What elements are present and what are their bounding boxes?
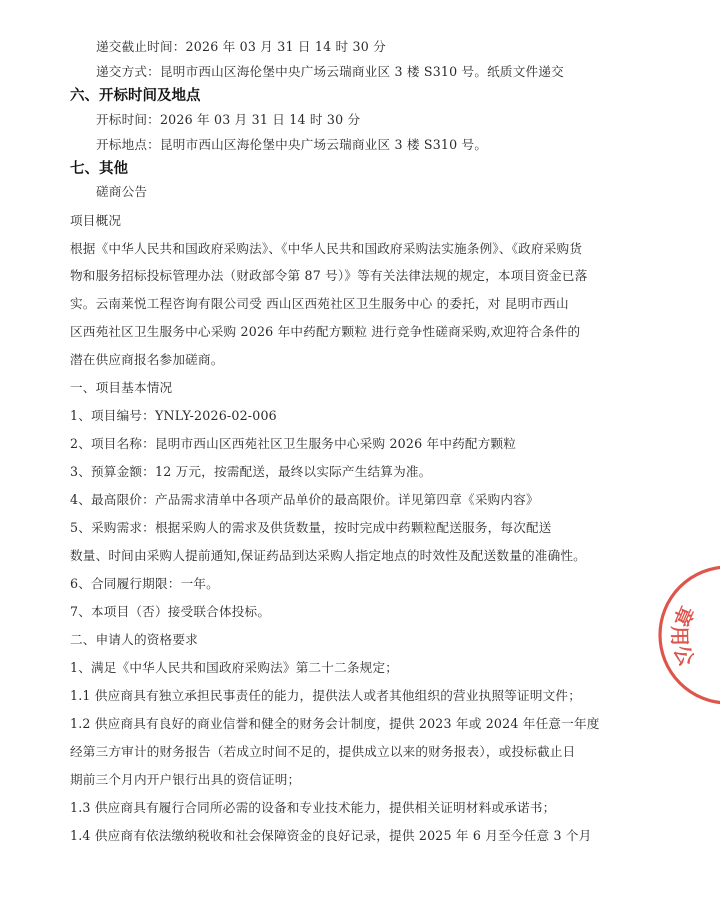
overview-line: 根据《中华人民共和国政府采购法》、《中华人民共和国政府采购法实施条例》、《政府采购货	[70, 241, 583, 256]
overview-line: 潜在供应商报名参加磋商。	[70, 352, 224, 367]
qualification-1-4: 1.4 供应商有依法缴纳税收和社会保障资金的良好记录，提供 2025 年 6 月至今任意 3 个月	[70, 828, 592, 843]
seal-character: 用	[667, 625, 692, 647]
project-number: 1、项目编号：YNLY-2026-02-006	[70, 408, 277, 423]
qualification-1: 1、满足《中华人民共和国政府采购法》第二十二条规定；	[70, 660, 399, 675]
opening-time: 开标时间：2026 年 03 月 31 日 14 时 30 分	[96, 112, 361, 127]
overview-line: 物和服务招标投标管理办法（财政部令第 87 号）》等有关法律法规的规定，本项目资金已落	[70, 268, 588, 283]
section-7-heading: 七、其他	[70, 161, 128, 177]
project-name: 2、项目名称：昆明市西山区西苑社区卫生服务中心采购 2026 年中药配方颗粒	[70, 436, 517, 451]
project-overview-title: 项目概况	[70, 213, 122, 228]
consultation-notice-title: 磋商公告	[96, 184, 148, 199]
overview-line: 实。云南莱悦工程咨询有限公司受 西山区西苑社区卫生服务中心 的委托，对 昆明市西山	[70, 296, 569, 311]
qualification-1-1: 1.1 供应商具有独立承担民事责任的能力，提供法人或者其他组织的营业执照等证明文件；	[70, 688, 581, 703]
seal-character: 公	[668, 641, 700, 670]
consortium-bidding: 7、本项目（否）接受联合体投标。	[70, 604, 271, 619]
submission-deadline: 递交截止时间：2026 年 03 月 31 日 14 时 30 分	[96, 39, 386, 54]
qualification-1-2-line: 经第三方审计的财务报告（若成立时间不足的，提供成立以来的财务报表），或投标截止日	[70, 744, 576, 759]
section-6-heading: 六、开标时间及地点	[70, 88, 201, 104]
basic-info-title: 一、项目基本情况	[70, 380, 173, 395]
official-seal-stamp	[650, 560, 720, 710]
procurement-requirement-line: 5、采购需求：根据采购人的需求及供货数量，按时完成中药颗粒配送服务，每次配送	[70, 520, 552, 535]
contract-period: 6、合同履行期限：一年。	[70, 576, 219, 591]
submission-method: 递交方式：昆明市西山区海伦堡中央广场云瑞商业区 3 楼 S310 号。纸质文件递交	[96, 64, 564, 79]
budget-amount: 3、预算金额：12 万元，按需配送，最终以实际产生结算为准。	[70, 464, 432, 479]
opening-place: 开标地点：昆明市西山区海伦堡中央广场云瑞商业区 3 楼 S310 号。	[96, 137, 488, 152]
qualification-1-3: 1.3 供应商具有履行合同所必需的设备和专业技术能力，提供相关证明材料或承诺书；	[70, 800, 556, 815]
overview-line: 区西苑社区卫生服务中心采购 2026 年中药配方颗粒 进行竞争性磋商采购,欢迎符合条件的	[70, 324, 581, 339]
price-ceiling: 4、最高限价：产品需求清单中各项产品单价的最高限价。详见第四章《采购内容》	[70, 492, 539, 507]
seal-character: 章	[668, 602, 699, 630]
qualification-title: 二、申请人的资格要求	[70, 632, 198, 647]
procurement-requirement-line: 数量、时间由采购人提前通知,保证药品到达采购人指定地点的时效性及配送数量的准确性。	[70, 548, 586, 563]
qualification-1-2-line: 1.2 供应商具有良好的商业信誉和健全的财务会计制度，提供 2023 年或 2024 年任意一年度	[70, 716, 600, 731]
qualification-1-2-line: 期前三个月内开户银行出具的资信证明；	[70, 772, 301, 787]
